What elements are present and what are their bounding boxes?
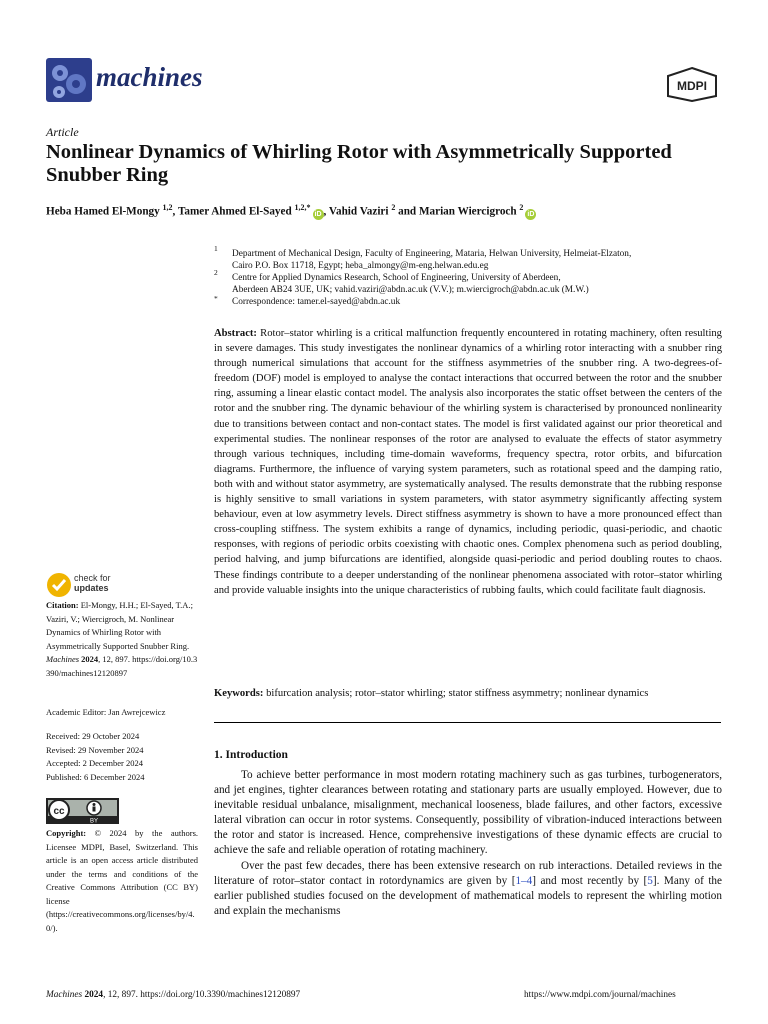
academic-editor: Academic Editor: Jan Awrejcewicz: [46, 707, 166, 717]
date-accepted: Accepted: 2 December 2024: [46, 758, 143, 768]
citation-link[interactable]: 5: [647, 874, 653, 887]
author-affiliation-mark: 2: [519, 203, 524, 212]
check-label: check for: [74, 573, 111, 583]
affiliation-line: Cairo P.O. Box 11718, Egypt; heba_almongy@m-eng.helwan.edu.eg: [232, 261, 489, 271]
affiliation-line: Correspondence: tamer.el-sayed@abdn.ac.uk: [232, 297, 401, 307]
dates-block: [46, 730, 198, 784]
date-received: Received: 29 October 2024: [46, 731, 140, 741]
citation-volume: , 12, 897.: [98, 654, 131, 664]
correspondence: [214, 293, 734, 309]
affiliation-line: Centre for Applied Dynamics Research, School of Engineering, University of Aberdeen,: [232, 273, 561, 283]
citation-label: Citation:: [46, 600, 79, 610]
footer-citation: [46, 990, 300, 1000]
citation-doi[interactable]: https://doi.org/10.3390/machines12120897: [46, 654, 198, 678]
copyright-label: Copyright:: [46, 828, 87, 838]
svg-text:cc: cc: [53, 806, 65, 817]
citation-journal: Machines: [46, 654, 80, 664]
date-published: Published: 6 December 2024: [46, 771, 145, 782]
citation-link[interactable]: 1–4: [515, 874, 533, 887]
mdpi-logo-icon[interactable]: [664, 66, 720, 102]
footer-year: 2024: [84, 990, 104, 1000]
paper-title: Nonlinear Dynamics of Whirling Rotor with Asymmetrically Supported Snubber Ring: [46, 141, 672, 186]
orcid-icon[interactable]: iD: [527, 210, 535, 218]
check-icon: [46, 572, 72, 598]
article-type: Article: [46, 125, 79, 139]
affiliation-number: 1: [214, 244, 218, 253]
abstract-text: Rotor–stator whirling is a critical malfunction frequently encountered in rotating machinery, often resulting in severe damages. This study investigates the nonlinear dynamics of a whirling rotor interacting with a snubber ring through numerical simulations that account for the stiffness asymmetries of the snubber ring. A two-degrees-of-freedom (DOF) model is employed to analyse the contact interactions that occurred between the rotor and the snubber ring, assuming a linear elastic contact model. The analysis also incorporates the static offset between the centers of the rotor and the snubber ring. The dynamic behaviour of the whirling system is characterised by pronounced nonlinearity due to transitions between contact and non-contact states. The model is first validated against our prior theoretical and experimental studies. The nonlinear responses of the rotor are analysed to evaluate the effects of stator asymmetry through various techniques, including time-domain waveforms, frequency spectra, rotor orbits, and bifurcation diagrams. Furthermore, the influence of varying system parameters, such as rotational speed and the damping ratio, both with and without stator asymmetry, are systematically analysed. The results demonstrate that the rubbing response is highly sensitive to small variations in system parameters, with stator asymmetry significantly affecting system behaviour, even at low asymmetry levels. Direct stiffness asymmetry is shown to have a more pronounced effect than cross-coupling stiffness. The system exhibits a range of dynamics, including periodic, quasi-periodic, and chaotic responses, with regions of periodic orbits coexisting with chaotic ones. Complex phenomena such as period doubling, period halving, and jump bifurcations are identified, alongside quasi-periodic and period doubling routes to chaos. These findings contribute to a deeper understanding of the nonlinear phenomena associated with rotor–stator whirling and provide valuable insights into the unique characteristics of rubbing faults, which could facilitate fault diagnosis.: [214, 328, 722, 596]
footer-journal: Machines: [46, 990, 83, 1000]
cc-by-icon: [46, 798, 119, 824]
paragraph: To achieve better performance in most modern rotating machinery such as gas turbines, turbogenerators, and jet engines, tighter clearances between rotating and stationary parts are usually employed. However, due to inevitable residual unbalance, misalignment, mechanical looseness, blade failures, and other factors, excessive lateral vibration can occur in rotor systems. Consequently, possibility of vibration-induced interactions between the rotor and stator is increased. Hence, comprehensive investigations of these dynamic effects are crucial to achieve the safe and reliable operation of rotating machinery.: [214, 769, 722, 857]
author-affiliation-mark: 1,2: [162, 203, 173, 212]
cc-label: BY: [89, 818, 99, 824]
affiliation-2: [214, 267, 734, 295]
author-name[interactable]: Tamer Ahmed El-Sayed: [177, 205, 292, 218]
check-for-updates-badge[interactable]: [46, 572, 136, 598]
keywords: [214, 688, 734, 699]
keywords-text: bifurcation analysis; rotor–stator whirling; stator stiffness asymmetry; nonlinear dynamics: [266, 688, 649, 699]
author-name[interactable]: Heba Hamed El-Mongy: [46, 205, 160, 218]
author-list: Heba Hamed El-Mongy $^{1,2}$, Tamer Ahmed El-Sayed $^{1,2,*}$iD , Vahid Vaziri $^2$ and Marian Wiercigroch $^2$iD: [46, 203, 535, 218]
citation-text: El-Mongy, H.H.; El-Sayed, T.A.; Vaziri, V.; Wiercigroch, M. Nonlinear Dynamics of Whirling Rotor with Asymmetrically Supported Snubber Ring.: [46, 600, 193, 651]
citation-year: 2024: [81, 654, 99, 664]
cc-by-license-badge[interactable]: [46, 798, 119, 824]
check-label: updates: [74, 583, 109, 593]
publisher-label: MDPI: [677, 79, 707, 93]
footer-journal-url[interactable]: https://www.mdpi.com/journal/machines: [524, 990, 676, 1000]
author-name[interactable]: Vahid Vaziri: [328, 205, 389, 218]
affiliation-line: Department of Mechanical Design, Faculty of Engineering, Mataria, Helwan University, Helmeiat-Elzaton,: [232, 249, 632, 259]
author-affiliation-mark: 2: [391, 203, 396, 212]
abstract: [214, 326, 722, 598]
affiliation-number: 2: [214, 268, 218, 277]
gears-logo-icon: [46, 58, 92, 102]
introduction-body: [214, 768, 722, 919]
abstract-label: Abstract:: [214, 328, 257, 339]
affiliation-line: Aberdeen AB24 3UE, UK; vahid.vaziri@abdn.ac.uk (V.V.); m.wiercigroch@abdn.ac.uk (M.W.): [232, 285, 589, 295]
author-name[interactable]: Marian Wiercigroch: [418, 205, 517, 218]
orcid-icon[interactable]: iD: [314, 210, 322, 218]
keywords-label: Keywords:: [214, 688, 264, 699]
copyright-block: [46, 827, 198, 935]
paragraph: Over the past few decades, there has been extensive research on rub interactions. Detailed reviews in the literature of rotor–stator contact in rotordynamics are given by [1–4] and most recently by [5]. Many of the earlier published studies focused on the development of mathematical models to represent the whirling motion and explain the mechanisms: [214, 859, 722, 917]
date-revised: Revised: 29 November 2024: [46, 744, 144, 755]
journal-name[interactable]: machines: [96, 62, 203, 92]
footer-rest[interactable]: , 12, 897. https://doi.org/10.3390/machines12120897: [103, 990, 301, 1000]
citation-block: [46, 599, 198, 680]
affiliation-number: *: [214, 294, 218, 303]
author-affiliation-mark: 1,2,*: [294, 203, 311, 212]
section-heading: 1. Introduction: [214, 749, 288, 761]
section-divider: [214, 722, 721, 723]
copyright-text: © 2024 by the authors. Licensee MDPI, Basel, Switzerland. This article is an open access article distributed under the terms and conditions of the Creative Commons Attribution (CC BY) license (https://creativecommons.org/licenses/by/4.0/).: [46, 828, 199, 933]
